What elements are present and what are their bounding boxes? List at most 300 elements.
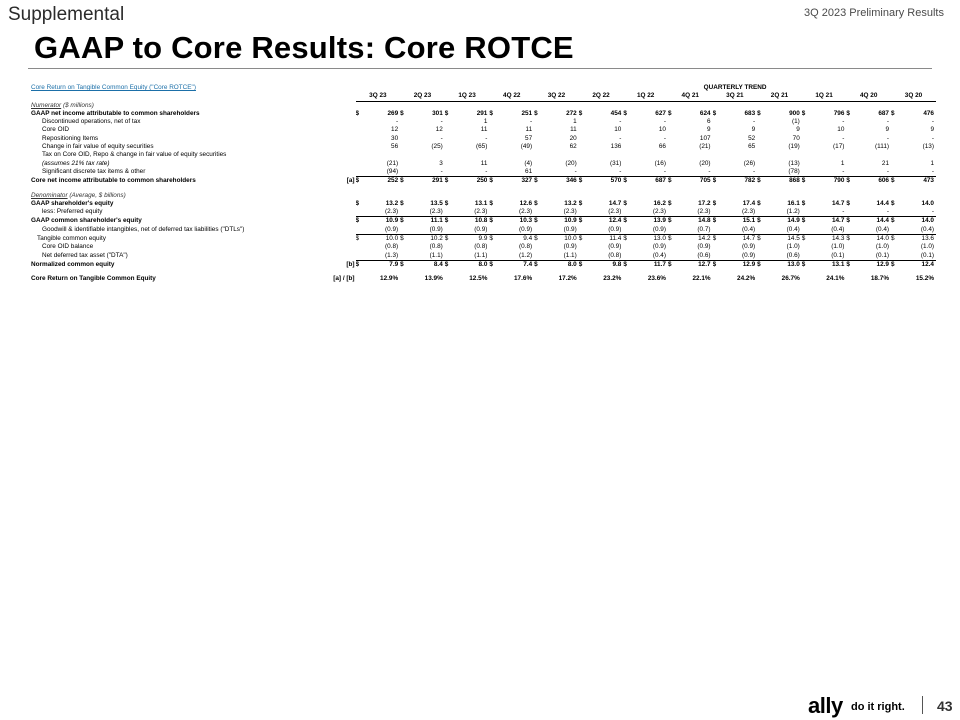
value-cell: 21 xyxy=(881,159,889,167)
row-label: (assumes 21% tax rate) xyxy=(42,159,110,167)
value-cell: 14.0 xyxy=(921,199,934,207)
dollar-sign xyxy=(623,126,632,134)
row-label: Discontinued operations, net of tax xyxy=(42,118,141,126)
value-cell: (0.4) xyxy=(632,252,667,261)
dollar-sign: $ xyxy=(623,235,627,243)
dollar-sign: $ xyxy=(444,109,449,117)
dollar-sign xyxy=(445,208,454,217)
dollar-sign xyxy=(757,226,766,235)
value-cell: (111) xyxy=(875,143,889,151)
dollar-sign xyxy=(579,135,588,143)
dollar-sign xyxy=(802,208,811,217)
tagline: do it right. xyxy=(851,701,905,713)
value-cell: 26.7% xyxy=(781,275,800,283)
report-label: 3Q 2023 Preliminary Results xyxy=(803,7,944,19)
numerator-section-unit: ($ millions) xyxy=(62,101,94,109)
dollar-sign: $ xyxy=(534,199,538,207)
dollar-sign xyxy=(534,252,543,261)
value-cell: 10.0 xyxy=(564,235,577,243)
dollar-sign xyxy=(757,208,766,217)
row-reference xyxy=(331,160,355,168)
value-cell: 11 xyxy=(480,126,488,134)
dollar-sign xyxy=(802,168,811,177)
dollar-sign xyxy=(891,226,900,235)
dollar-sign: $ xyxy=(489,235,493,243)
value-cell: - xyxy=(619,134,622,142)
quarter-header: 3Q 21 xyxy=(713,92,758,101)
value-cell xyxy=(632,151,667,159)
dollar-sign xyxy=(400,243,409,251)
dollar-sign: $ xyxy=(444,199,449,207)
table-title-row xyxy=(31,84,936,92)
denominator-section xyxy=(31,192,936,200)
table-row xyxy=(31,151,936,159)
dollar-sign xyxy=(846,208,855,217)
dollar-sign xyxy=(534,208,543,217)
value-cell: - xyxy=(886,118,889,126)
value-cell: 9.8 xyxy=(612,260,622,268)
dollar-sign xyxy=(356,252,365,261)
title-divider xyxy=(28,68,932,69)
dollar-sign xyxy=(846,226,855,235)
dollar-sign xyxy=(891,135,900,143)
value-cell: 687 xyxy=(878,109,889,117)
row-label: GAAP net income attributable to common shareholders xyxy=(31,109,200,117)
value-cell: (0.4) xyxy=(900,226,936,235)
value-cell: (1.3) xyxy=(365,252,400,261)
dollar-sign xyxy=(802,126,811,134)
value-cell: (1.0) xyxy=(831,243,845,251)
dollar-sign xyxy=(356,151,365,159)
value-cell: 9 xyxy=(796,126,800,134)
value-cell: (0.9) xyxy=(608,243,622,251)
value-cell: 10.3 xyxy=(519,217,533,225)
value-cell: 900 xyxy=(789,109,800,117)
header-spacer-ref xyxy=(331,92,355,101)
value-cell: 13.1 xyxy=(831,260,845,268)
value-cell: - xyxy=(856,208,891,217)
value-cell: 12.4 xyxy=(608,217,622,225)
value-cell: - xyxy=(454,168,489,177)
dollar-sign xyxy=(757,126,766,134)
dollar-sign: $ xyxy=(355,217,360,225)
dollar-sign xyxy=(489,118,498,126)
rotce-table xyxy=(31,84,936,284)
value-cell: 12.9% xyxy=(380,275,399,283)
value-cell: (2.3) xyxy=(365,208,400,217)
dollar-sign xyxy=(623,226,632,235)
value-cell: 1 xyxy=(840,159,845,167)
dollar-sign: $ xyxy=(355,177,360,185)
numerator-section xyxy=(31,101,936,110)
dollar-sign xyxy=(668,151,677,159)
dollar-sign: $ xyxy=(534,235,538,243)
value-cell: (0.1) xyxy=(900,252,936,261)
value-cell: 61 xyxy=(499,168,535,177)
value-cell: - xyxy=(753,118,756,126)
dollar-sign xyxy=(400,252,409,261)
quarter-header: 2Q 21 xyxy=(757,92,802,101)
value-cell: 6 xyxy=(707,118,711,126)
value-cell: 868 xyxy=(789,177,800,185)
value-cell: 136 xyxy=(610,143,622,151)
value-cell: - xyxy=(900,168,936,177)
value-cell: (0.8) xyxy=(518,243,533,251)
dollar-sign xyxy=(668,252,677,261)
dollar-sign xyxy=(623,118,632,126)
dollar-sign: $ xyxy=(489,217,493,225)
row-label: Significant discrete tax items & other xyxy=(42,168,146,176)
value-cell: 14.7 xyxy=(831,217,845,225)
value-cell: 65 xyxy=(748,143,756,151)
value-cell: 796 xyxy=(833,109,845,117)
value-cell: (2.3) xyxy=(722,208,757,217)
value-cell: 10.2 xyxy=(430,235,443,243)
table-row xyxy=(31,200,936,208)
dollar-sign xyxy=(489,208,498,217)
dollar-sign xyxy=(534,143,543,151)
dollar-sign xyxy=(445,135,454,143)
row-reference xyxy=(331,226,355,235)
value-cell: 782 xyxy=(744,177,756,185)
row-reference: [a] xyxy=(346,177,355,185)
dollar-sign xyxy=(445,168,454,177)
value-cell: 252 xyxy=(387,177,399,185)
value-cell: 454 xyxy=(610,109,622,117)
value-cell: 687 xyxy=(655,177,666,185)
page-title: GAAP to Core Results: Core ROTCE xyxy=(34,30,574,65)
value-cell: (0.9) xyxy=(409,226,444,235)
value-cell: 14.8 xyxy=(698,217,711,225)
dollar-sign xyxy=(445,226,454,235)
value-cell: 12.9 xyxy=(876,260,889,268)
value-cell: (1.1) xyxy=(454,252,489,261)
value-cell: 570 xyxy=(610,177,622,185)
value-cell: (2.3) xyxy=(632,208,667,217)
dollar-sign: $ xyxy=(400,217,404,225)
dollar-sign xyxy=(757,118,766,126)
value-cell xyxy=(499,151,535,159)
dollar-sign: $ xyxy=(623,199,627,207)
value-cell: (0.9) xyxy=(499,226,535,235)
quarter-header: 1Q 21 xyxy=(802,92,847,101)
dollar-sign xyxy=(400,226,409,235)
dollar-sign xyxy=(400,118,409,126)
dollar-sign xyxy=(400,126,409,134)
dollar-sign xyxy=(356,226,365,235)
value-cell: 9 xyxy=(751,126,756,134)
dollar-sign xyxy=(489,243,498,251)
dollar-sign xyxy=(846,168,855,177)
value-cell: - xyxy=(529,118,533,126)
dollar-sign: $ xyxy=(891,235,895,243)
value-cell: (17) xyxy=(833,143,845,151)
dollar-sign: $ xyxy=(534,109,538,117)
row-label: Tax on Core OID, Repo & change in fair value of equity securities xyxy=(42,151,227,159)
dollar-sign: $ xyxy=(757,217,761,225)
value-cell: (21) xyxy=(699,143,711,151)
dollar-sign: $ xyxy=(712,260,717,268)
value-cell: - xyxy=(663,134,666,142)
value-cell: 10.0 xyxy=(385,235,399,243)
dollar-sign: $ xyxy=(891,177,895,185)
value-cell: 12.7 xyxy=(698,260,711,268)
value-cell: 790 xyxy=(833,177,845,185)
dollar-sign xyxy=(891,168,900,177)
dollar-sign xyxy=(400,275,409,283)
dollar-sign xyxy=(846,135,855,143)
value-cell: 12 xyxy=(435,126,443,134)
dollar-sign xyxy=(445,243,454,251)
table-row xyxy=(31,110,936,118)
dollar-sign: $ xyxy=(667,177,672,185)
dollar-sign: $ xyxy=(489,177,493,185)
row-reference xyxy=(331,118,355,126)
dollar-sign: $ xyxy=(355,199,360,207)
dollar-sign xyxy=(757,168,766,177)
dollar-sign: $ xyxy=(489,199,493,207)
dollar-sign: $ xyxy=(712,217,717,225)
row-reference xyxy=(331,217,355,226)
dollar-sign xyxy=(891,160,900,168)
table-row xyxy=(31,235,936,244)
row-label: Normalized common equity xyxy=(31,260,115,268)
dollar-sign xyxy=(579,243,588,251)
dollar-sign xyxy=(846,160,855,168)
dollar-sign: $ xyxy=(489,109,493,117)
value-cell: 627 xyxy=(655,109,666,117)
dollar-sign: $ xyxy=(667,217,672,225)
value-cell: 9.4 xyxy=(523,235,533,243)
value-cell: 14.5 xyxy=(787,235,800,243)
value-cell: 9 xyxy=(707,126,711,134)
value-cell: - xyxy=(409,168,444,177)
value-cell: (1.2) xyxy=(499,252,535,261)
value-cell: (0.9) xyxy=(454,226,489,235)
dollar-sign xyxy=(846,243,855,251)
value-cell: 20 xyxy=(569,134,577,142)
value-cell: 327 xyxy=(521,177,533,185)
value-cell: (20) xyxy=(565,159,577,167)
value-cell: - xyxy=(886,134,889,142)
value-cell: 10 xyxy=(658,126,666,134)
row-reference xyxy=(331,126,355,134)
value-cell: - xyxy=(663,118,666,126)
dollar-sign: $ xyxy=(712,177,717,185)
dollar-sign: $ xyxy=(534,217,538,225)
dollar-sign xyxy=(534,151,543,159)
value-cell: (0.9) xyxy=(365,226,400,235)
dollar-sign: $ xyxy=(578,199,583,207)
dollar-sign xyxy=(579,160,588,168)
value-cell: 12.6 xyxy=(519,199,533,207)
dollar-sign: $ xyxy=(623,260,627,268)
value-cell: - xyxy=(485,134,488,142)
dollar-sign: $ xyxy=(712,199,717,207)
dollar-sign xyxy=(445,143,454,151)
dollar-sign: $ xyxy=(801,260,806,268)
dollar-sign xyxy=(668,243,677,251)
value-cell: (2.3) xyxy=(409,208,444,217)
dollar-sign xyxy=(846,118,855,126)
dollar-sign: $ xyxy=(846,109,850,117)
value-cell xyxy=(900,151,936,159)
dollar-sign: $ xyxy=(801,235,806,243)
dollar-sign xyxy=(713,275,722,283)
dollar-sign: $ xyxy=(667,235,672,243)
dollar-sign xyxy=(802,243,811,251)
numerator-section-title: Numerator xyxy=(31,101,62,109)
value-cell: 11 xyxy=(570,126,577,134)
table-row xyxy=(31,226,936,235)
dollar-sign xyxy=(713,160,722,168)
value-cell: 11.4 xyxy=(609,235,622,243)
dollar-sign: $ xyxy=(712,109,717,117)
value-cell: 52 xyxy=(748,134,756,142)
dollar-sign: $ xyxy=(801,217,806,225)
value-cell xyxy=(766,151,801,159)
dollar-sign xyxy=(846,252,855,261)
value-cell: (31) xyxy=(609,159,622,167)
dollar-sign xyxy=(713,243,722,251)
dollar-sign xyxy=(400,151,409,159)
value-cell xyxy=(365,151,400,159)
value-cell: 14.3 xyxy=(831,235,845,243)
value-cell: 24.1% xyxy=(826,275,845,283)
dollar-sign xyxy=(668,126,677,134)
dollar-sign xyxy=(400,135,409,143)
value-cell: 7.9 xyxy=(389,260,399,268)
value-cell: - xyxy=(811,208,846,217)
quarter-header: 4Q 21 xyxy=(668,92,713,101)
value-cell: 14.7 xyxy=(742,235,756,243)
dollar-sign: $ xyxy=(578,109,583,117)
dollar-sign: $ xyxy=(757,109,761,117)
dollar-sign xyxy=(802,160,811,168)
dollar-sign: $ xyxy=(667,260,672,268)
dollar-sign xyxy=(757,135,766,143)
table-row xyxy=(31,275,936,283)
value-cell: (2.3) xyxy=(588,208,623,217)
dollar-sign xyxy=(356,135,365,143)
value-cell: - xyxy=(440,118,443,126)
section-label: Supplemental xyxy=(8,4,125,25)
value-cell: - xyxy=(900,208,936,217)
value-cell: (4) xyxy=(524,159,533,167)
dollar-sign xyxy=(534,275,543,283)
value-cell: 14.4 xyxy=(876,217,889,225)
dollar-sign xyxy=(534,126,543,134)
dollar-sign xyxy=(668,208,677,217)
dollar-sign: $ xyxy=(400,177,404,185)
dollar-sign xyxy=(891,275,900,283)
dollar-sign: $ xyxy=(801,199,806,207)
row-reference xyxy=(331,110,355,118)
dollar-sign xyxy=(534,135,543,143)
row-label: Core net income attributable to common shareholders xyxy=(31,177,196,185)
dollar-sign: $ xyxy=(444,260,449,268)
value-cell: 10.9 xyxy=(564,217,577,225)
value-cell: - xyxy=(722,168,757,177)
value-cell: (0.4) xyxy=(811,226,846,235)
value-cell: (0.8) xyxy=(429,243,443,251)
value-cell: 13.9% xyxy=(424,275,443,283)
value-cell: (65) xyxy=(476,143,488,151)
dollar-sign xyxy=(757,151,766,159)
table-row xyxy=(31,252,936,261)
row-reference xyxy=(331,208,355,217)
dollar-sign xyxy=(713,252,722,261)
value-cell: 10.9 xyxy=(385,217,399,225)
value-cell: 17.2% xyxy=(558,275,577,283)
dollar-sign xyxy=(400,160,409,168)
value-cell: 13.6 xyxy=(921,235,934,243)
dollar-sign xyxy=(891,143,900,151)
table-title-text: Core Return on Tangible Common Equity ("Core ROTCE") xyxy=(31,84,196,91)
dollar-sign: $ xyxy=(489,260,493,268)
value-cell: 23.6% xyxy=(647,275,666,283)
value-cell: 70 xyxy=(792,134,800,142)
dollar-sign: $ xyxy=(891,217,895,225)
dollar-sign: $ xyxy=(355,109,360,117)
dollar-sign xyxy=(489,126,498,134)
value-cell: 12.5% xyxy=(469,275,488,283)
dollar-sign: $ xyxy=(846,177,850,185)
value-cell: (19) xyxy=(788,143,800,151)
dollar-sign xyxy=(757,243,766,251)
value-cell: 14.9 xyxy=(787,217,800,225)
row-reference xyxy=(331,200,355,208)
dollar-sign xyxy=(623,243,632,251)
value-cell: - xyxy=(842,134,845,142)
dollar-sign xyxy=(579,168,588,177)
value-cell xyxy=(454,151,489,159)
value-cell: - xyxy=(440,134,443,142)
row-label: Net deferred tax asset ("DTA") xyxy=(42,251,128,259)
dollar-sign: $ xyxy=(712,235,717,243)
value-cell: 66 xyxy=(658,143,666,151)
row-reference xyxy=(331,252,355,261)
value-cell: (0.9) xyxy=(652,243,666,251)
row-label: Goodwill & identifiable intangibles, net of deferred tax liabilities ("DTLs") xyxy=(42,226,245,233)
dollar-sign xyxy=(445,160,454,168)
table-row xyxy=(31,126,936,134)
value-cell: 13.0 xyxy=(787,260,800,268)
dollar-sign xyxy=(846,151,855,159)
value-cell: 14.4 xyxy=(876,199,889,207)
value-cell: (0.9) xyxy=(543,226,578,235)
dollar-sign xyxy=(579,126,588,134)
value-cell: 13.5 xyxy=(430,199,443,207)
value-cell: (1.1) xyxy=(409,252,444,261)
value-cell: 13.2 xyxy=(385,199,399,207)
value-cell: 16.2 xyxy=(653,199,666,207)
dollar-sign xyxy=(579,252,588,261)
dollar-sign xyxy=(802,275,811,283)
dollar-sign xyxy=(534,226,543,235)
dollar-sign: $ xyxy=(846,235,850,243)
value-cell: (13) xyxy=(922,143,934,151)
value-cell: 107 xyxy=(699,134,711,142)
value-cell: (1.0) xyxy=(786,243,800,251)
value-cell: (0.8) xyxy=(588,252,623,261)
dollar-sign xyxy=(489,226,498,235)
dollar-sign: $ xyxy=(534,260,538,268)
rotce-table-container xyxy=(31,84,936,284)
value-cell: 13.0 xyxy=(653,235,666,243)
value-cell: 14.0 xyxy=(921,217,934,225)
value-cell: (78) xyxy=(766,168,801,177)
